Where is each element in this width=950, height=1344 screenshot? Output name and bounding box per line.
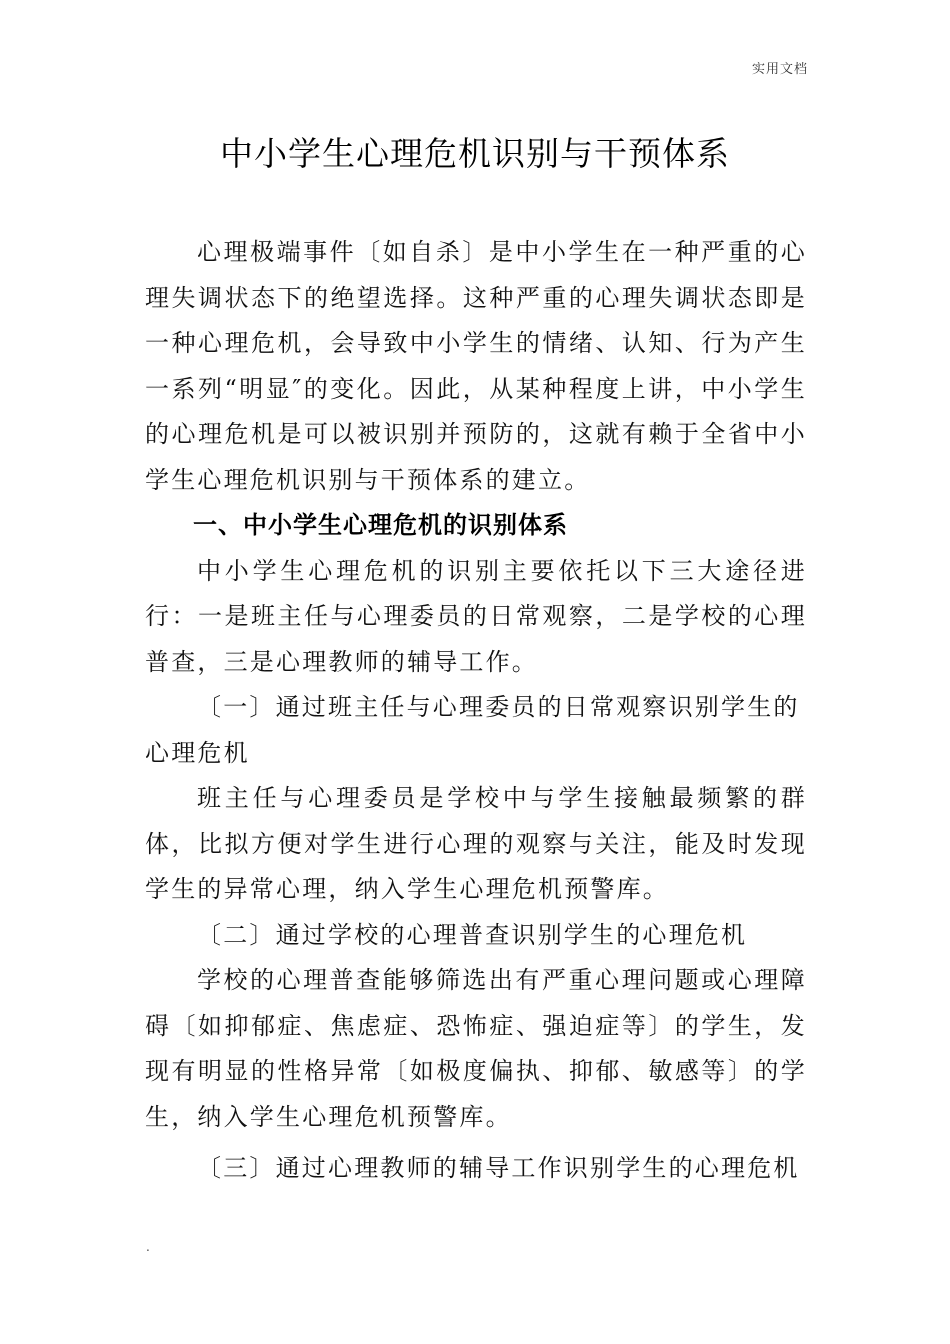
section1-overview-paragraph: 中小学生心理危机的识别主要依托以下三大途径进行：一是班主任与心理委员的日常观察，二是学校的心理普查，三是心理教师的辅导工作。 — [145, 556, 807, 676]
subsection-heading-2: 〔二〕通过学校的心理普查识别学生的心理危机 — [197, 920, 748, 949]
header-tag: 实用文档 — [751, 62, 808, 77]
document-title: 中小学生心理危机识别与干预体系 — [220, 134, 730, 173]
subsection-heading-1: 〔一〕通过班主任与心理委员的日常观察识别学生的心理危机 — [145, 693, 800, 767]
footer-mark: . — [146, 1240, 150, 1254]
subsection1-paragraph: 班主任与心理委员是学校中与学生接触最频繁的群体，比拟方便对学生进行心理的观察与关注，能及时发现学生的异常心理，纳入学生心理危机预警库。 — [145, 784, 807, 903]
subsection-heading-3: 〔三〕通过心理教师的辅导工作识别学生的心理危机 — [197, 1154, 800, 1182]
document-body — [145, 230, 807, 1192]
section-heading-1: 一、中小学生心理危机的识别体系 — [193, 511, 568, 539]
intro-paragraph: 心理极端事件〔如自杀〕是中小学生在一种严重的心理失调状态下的绝望选择。这种严重的心理失调状态即是一种心理危机，会导致中小学生的情绪、认知、行为产生一系列“明显″的变化。因此，从某种程度上讲，中小学生的心理危机是可以被识别并预防的，这就有赖于全省中小学生心理危机识别与干预体系的建立。 — [145, 238, 807, 494]
subsection2-paragraph: 学校的心理普查能够筛选出有严重心理问题或心理障碍〔如抑郁症、焦虑症、恐怖症、强迫症等〕的学生，发现有明显的性格异常〔如极度偏执、抑郁、敏感等〕的学生，纳入学生心理危机预警库。 — [145, 966, 807, 1131]
